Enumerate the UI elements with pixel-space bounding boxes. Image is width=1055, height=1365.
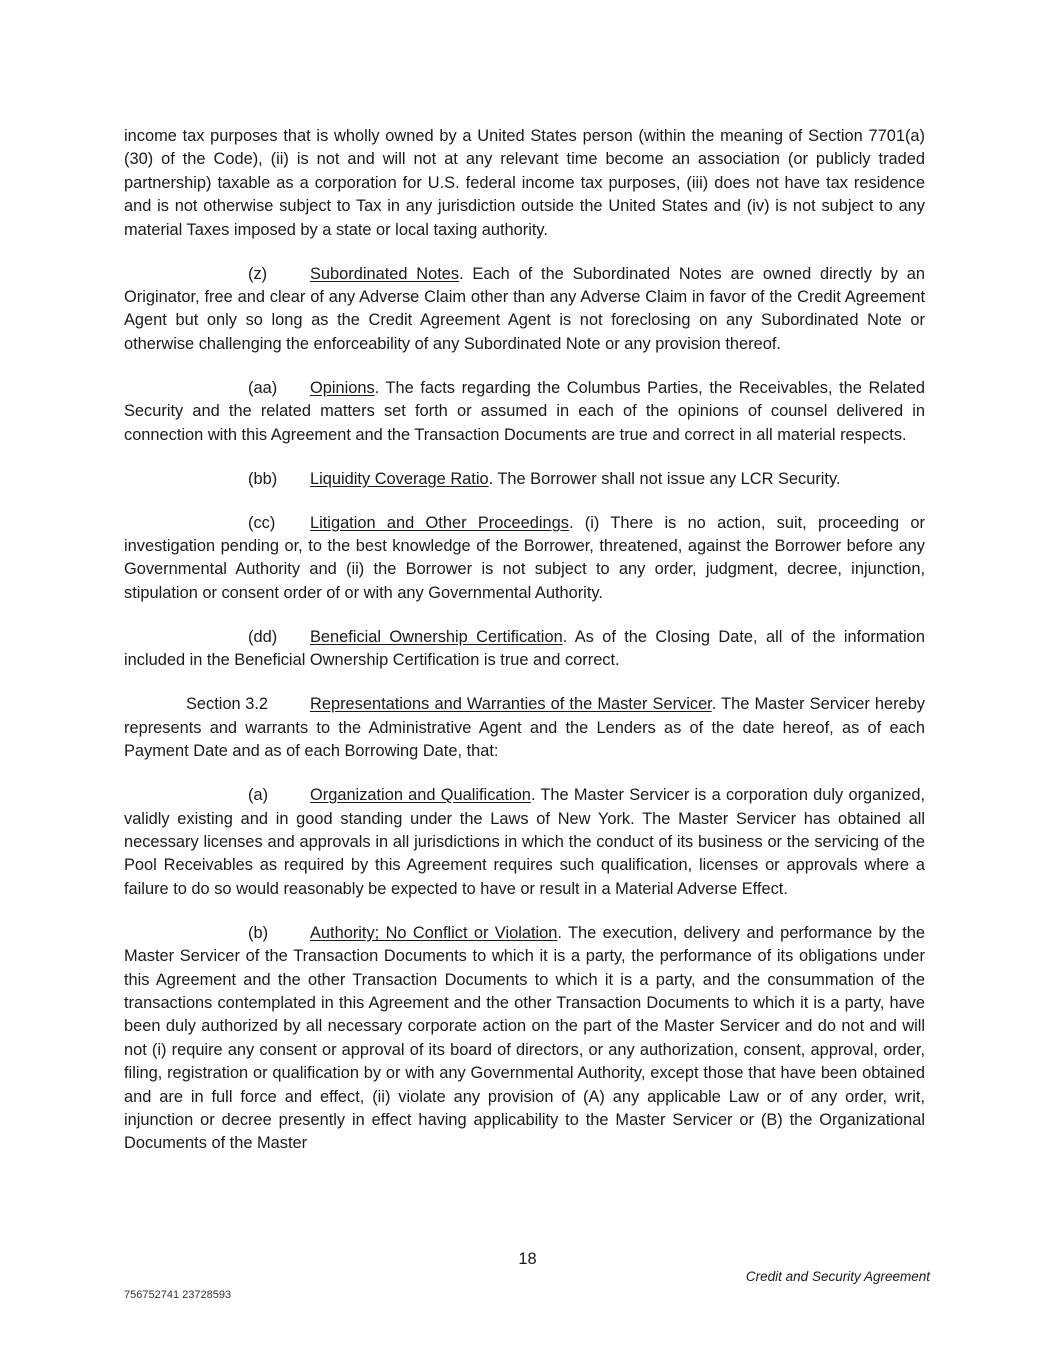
clause-text: . As of the Closing Date, all of the information included in the Beneficial Ownership Certification is true and correct. <box>124 627 925 670</box>
clause-text: . The execution, delivery and performance by the Master Servicer of the Transaction Documents to which it is a party, the performance of its obligations under this Agreement and the other Transaction Documents to which it is a party, and the consummation of the transactions contemplated in this Agreement and the other Transaction Documents to which it is a party, have been duly authorized by all necessary corporate action on the part of the Master Servicer and do not and will not (i) require any consent or approval of its board of directors, or any authorization, consent, approval, order, filing, registration or qualification by or with any Governmental Authority, except those that have been obtained and are in full force and effect, (ii) violate any provision of (A) any applicable Law or of any order, writ, injunction or decree presently in effect having applicability to the Master Servicer or (B) the Organizational Documents of the Master <box>124 923 925 1153</box>
clause-label: (b) <box>248 923 269 942</box>
clause-heading: Organization and Qualification <box>310 786 531 805</box>
clause-a <box>124 784 925 901</box>
clause-heading: Liquidity Coverage Ratio <box>310 469 489 488</box>
clause-aa <box>124 377 925 447</box>
clause-text: . The Master Servicer is a corporation duly organized, validly existing and in good standing under the Laws of New York. The Master Servicer has obtained all necessary licenses and approvals in all jurisdictions in which the conduct of its business or the servicing of the Pool Receivables as required by this Agreement requires such qualification, licenses or approvals where a failure to do so would reasonably be expected to have or result in a Material Adverse Effect. <box>124 786 926 898</box>
clause-label: (cc) <box>248 513 276 532</box>
document-body <box>124 125 925 1176</box>
footer-document-id: 756752741 23728593 <box>124 1289 232 1301</box>
clause-z <box>124 263 925 357</box>
page-number: 18 <box>518 1250 537 1268</box>
section-label: Section 3.2 <box>186 695 269 714</box>
clause-heading: Beneficial Ownership Certification <box>310 627 563 646</box>
intro-paragraph: income tax purposes that is wholly owned by a United States person (within the meaning of Section 7701(a)(30) of the Code), (ii) is not and will not at any relevant time become an association (or publicly traded partnership) taxable as a corporation for U.S. federal income tax purposes, (iii) does not have tax residence and is not otherwise subject to Tax in any jurisdiction outside the United States and (iv) is not subject to any material Taxes imposed by a state or local taxing authority. <box>124 127 925 239</box>
section-text: . The Master Servicer hereby represents and warrants to the Administrative Agent and the Lenders as of the date hereof, as of each Payment Date and as of each Borrowing Date, that: <box>124 695 925 761</box>
clause-cc <box>124 512 925 606</box>
clause-text: . The Borrower shall not issue any LCR Security. <box>488 469 841 488</box>
clause-text: . (i) There is no action, suit, proceeding or investigation pending or, to the best knowledge of the Borrower, threatened, against the Borrower before any Governmental Authority and (ii) the Borrower is not subject to any order, judgment, decree, injunction, stipulation or consent order of or with any Governmental Authority. <box>124 513 925 602</box>
clause-label: (bb) <box>248 469 278 488</box>
clause-dd <box>124 626 925 673</box>
footer-document-title: Credit and Security Agreement <box>745 1269 930 1284</box>
clause-bb <box>124 468 925 491</box>
clause-heading: Subordinated Notes <box>310 264 460 283</box>
clause-label: (a) <box>248 786 269 805</box>
clause-label: (aa) <box>248 378 278 397</box>
section-3-2 <box>124 693 925 763</box>
clause-text: . The facts regarding the Columbus Parties, the Receivables, the Related Security and the related matters set forth or assumed in each of the opinions of counsel delivered in connection with this Agreement and the Transaction Documents are true and correct in all material respects. <box>124 378 925 444</box>
clause-label: (dd) <box>248 627 278 646</box>
clause-heading: Opinions <box>310 378 375 397</box>
clause-b <box>124 922 925 1156</box>
clause-heading: Authority; No Conflict or Violation <box>310 923 558 942</box>
clause-label: (z) <box>248 264 268 283</box>
clause-heading: Litigation and Other Proceedings <box>310 513 569 532</box>
section-heading: Representations and Warranties of the Master Servicer <box>310 695 712 714</box>
clause-text: . Each of the Subordinated Notes are owned directly by an Originator, free and clear of any Adverse Claim other than any Adverse Claim in favor of the Credit Agreement Agent but only so long as the Credit Agreement Agent is not foreclosing on any Subordinated Note or otherwise challenging the enforceability of any Subordinated Note or any provision thereof. <box>124 264 925 353</box>
